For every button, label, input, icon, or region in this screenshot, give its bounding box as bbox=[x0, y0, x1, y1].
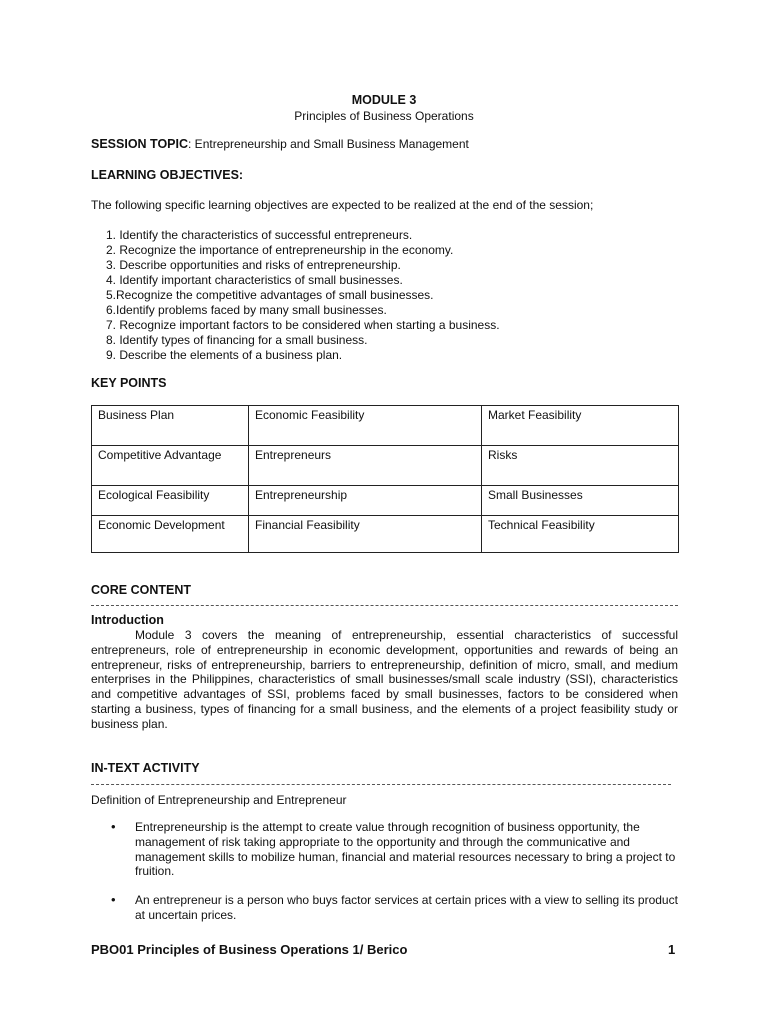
list-item-text: Entrepreneurship is the attempt to create value through recognition of business opportunity, the management of risk taking appropriate to the opportunity and through the communicative and management skills to mobilize human, financial and material resources necessary to bring a project to fruition. bbox=[135, 820, 676, 879]
table-cell: Market Feasibility bbox=[482, 406, 679, 446]
list-item bbox=[91, 893, 681, 923]
table-cell: Economic Feasibility bbox=[249, 406, 482, 446]
introduction-heading: Introduction bbox=[91, 613, 164, 627]
table-cell: Risks bbox=[482, 446, 679, 486]
objective-item: 8. Identify types of financing for a small business. bbox=[106, 333, 368, 347]
table-cell: Financial Feasibility bbox=[249, 516, 482, 553]
in-text-activity-heading: IN-TEXT ACTIVITY bbox=[91, 761, 200, 775]
objectives-list bbox=[106, 228, 500, 363]
table-cell: Economic Development bbox=[92, 516, 249, 553]
introduction-text: Module 3 covers the meaning of entrepreneurship, essential characteristics of successful entrepreneurs, role of entrepreneurship in economic development, opportunities and rewards of being an entrepreneur, risks of entrepreneurship, barriers to entrepreneurship, definition of micro, small, and medium enterprises in the Philippines, characteristics of small businesses/small scale industry (SSI), characteristics and competitive advantages of SSI, problems faced by small businesses, factors to be considered when starting a business, types of financing for a small business, and the elements of a project feasibility study or business plan. bbox=[91, 628, 678, 731]
list-item-text: An entrepreneur is a person who buys factor services at certain prices with a view to selling its product at uncertain prices. bbox=[135, 893, 678, 922]
section-divider bbox=[91, 784, 671, 785]
session-topic-label: SESSION TOPIC bbox=[91, 137, 189, 151]
bullet-icon: • bbox=[111, 819, 116, 834]
objective-item: 3. Describe opportunities and risks of entrepreneurship. bbox=[106, 258, 401, 272]
objective-item: 5.Recognize the competitive advantages of small businesses. bbox=[106, 288, 434, 302]
session-topic bbox=[91, 137, 469, 151]
table-cell: Business Plan bbox=[92, 406, 249, 446]
introduction-paragraph bbox=[91, 628, 678, 732]
section-divider bbox=[91, 605, 678, 606]
table-cell: Entrepreneurship bbox=[249, 486, 482, 516]
table-row bbox=[92, 446, 679, 486]
objective-item: 6.Identify problems faced by many small businesses. bbox=[106, 303, 387, 317]
objective-item: 2. Recognize the importance of entrepreneurship in the economy. bbox=[106, 243, 454, 257]
module-subtitle: Principles of Business Operations bbox=[294, 109, 474, 123]
table-cell: Small Businesses bbox=[482, 486, 679, 516]
key-points-table bbox=[91, 405, 679, 553]
table-row bbox=[92, 516, 679, 553]
table-cell: Technical Feasibility bbox=[482, 516, 679, 553]
session-topic-value: : Entrepreneurship and Small Business Management bbox=[188, 137, 469, 151]
core-content-heading: CORE CONTENT bbox=[91, 583, 191, 597]
objective-item: 7. Recognize important factors to be considered when starting a business. bbox=[106, 318, 500, 332]
key-points-heading: KEY POINTS bbox=[91, 376, 167, 390]
module-title: MODULE 3 bbox=[351, 93, 417, 107]
bullet-icon: • bbox=[111, 892, 116, 908]
objective-item: 4. Identify important characteristics of small businesses. bbox=[106, 273, 403, 287]
definition-list bbox=[91, 820, 681, 937]
objective-item: 1. Identify the characteristics of successful entrepreneurs. bbox=[106, 228, 413, 242]
table-row bbox=[92, 406, 679, 446]
objective-item: 9. Describe the elements of a business plan. bbox=[106, 348, 343, 362]
activity-subheading: Definition of Entrepreneurship and Entrepreneur bbox=[91, 793, 347, 807]
footer-text: PBO01 Principles of Business Operations 1/ Berico bbox=[91, 942, 408, 957]
table-cell: Entrepreneurs bbox=[249, 446, 482, 486]
table-row bbox=[92, 486, 679, 516]
page-number: 1 bbox=[668, 942, 676, 957]
table-cell: Competitive Advantage bbox=[92, 446, 249, 486]
learning-objectives-intro: The following specific learning objectives are expected to be realized at the end of the session; bbox=[91, 198, 594, 212]
table-cell: Ecological Feasibility bbox=[92, 486, 249, 516]
learning-objectives-heading: LEARNING OBJECTIVES: bbox=[91, 168, 244, 182]
list-item bbox=[91, 820, 681, 879]
